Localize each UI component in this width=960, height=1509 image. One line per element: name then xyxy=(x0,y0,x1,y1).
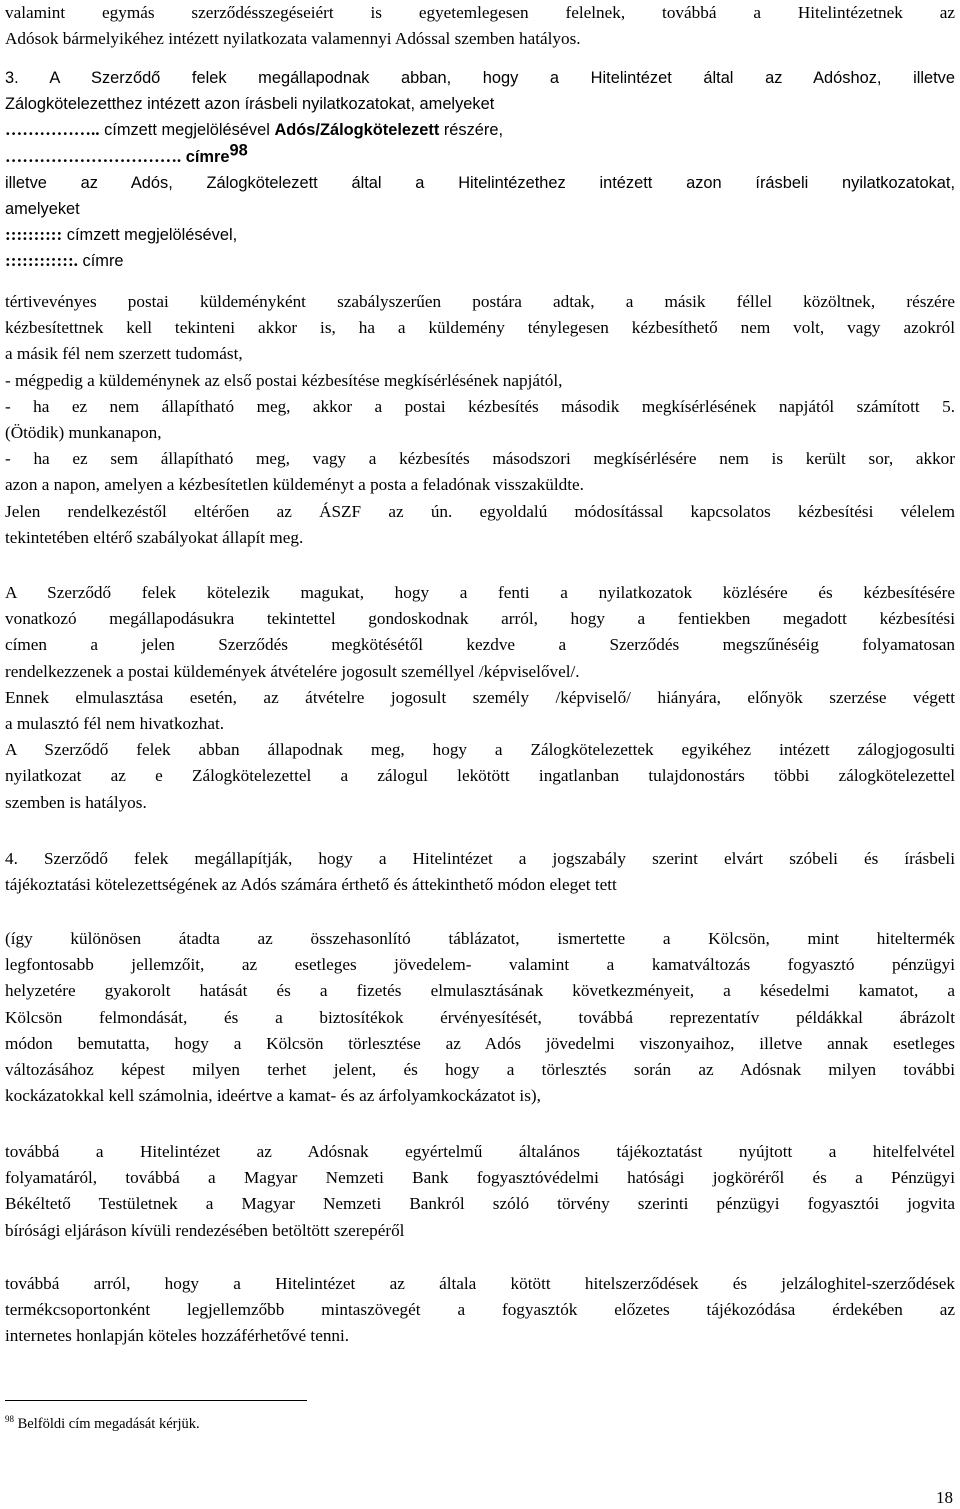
text-line: A Szerződő felek abban állapodnak meg, hogy a Zálogkötelezettek egyikéhez intézett zálogjogosulti xyxy=(5,740,955,760)
footnote-number: 98 xyxy=(5,1414,14,1425)
fill-in-colons: :::::::::: xyxy=(5,225,63,245)
bold-fragment: címre xyxy=(181,147,230,166)
text-line: helyzetére gyakorolt hatását és a fizetés elmulasztásának következményeit, a késedelmi kamatot, a xyxy=(5,981,955,1001)
fill-in-colons: ::::::::::::. xyxy=(5,251,78,271)
list-item: - mégpedig a küldeménynek az első postai kézbesítése megkísérlésének napjától, xyxy=(5,370,563,390)
fill-in-dots: …………………………. xyxy=(5,146,182,166)
text-fragment: címzett megjelölésével, xyxy=(62,226,238,245)
footnote-separator xyxy=(5,1400,307,1401)
addressee-line xyxy=(5,117,955,143)
section-4 xyxy=(5,846,955,898)
text-line: kockázatokkal kell számolnia, ideértve a kamat- és az árfolyamkockázatot is), xyxy=(5,1086,541,1106)
section-3 xyxy=(5,65,955,275)
footnote xyxy=(5,1414,200,1434)
text-line: internetes honlapján köteles hozzáférhetővé tenni. xyxy=(5,1326,350,1346)
text-line: Békéltető Testületnek a Magyar Nemzeti Bankról szóló törvény szerinti pénzügyi fogyasztói jogvita xyxy=(5,1194,955,1214)
text-line: a mulasztó fél nem hivatkozhat. xyxy=(5,714,225,734)
text-line: Kölcsön felmondását, és a biztosítékok érvényesítését, továbbá reprezentatív példákkal ábrázolt xyxy=(5,1007,955,1027)
text-line: szemben is hatályos. xyxy=(5,792,147,812)
text-line: illetve az Adós, Zálogkötelezett által a Hitelintézethez intézett azon írásbeli nyilatkozatokat, xyxy=(5,173,955,192)
text-fragment: címre xyxy=(77,252,124,271)
section-3-delivery-rules xyxy=(5,289,955,551)
section-3-heading-line: 3. A Szerződő felek megállapodnak abban, hogy a Hitelintézet által az Adóshoz, illetve xyxy=(5,69,955,87)
text-line: bírósági eljáráson kívüli rendezésében betöltött szerepéről xyxy=(5,1220,405,1240)
disclosure-details-paragraph xyxy=(5,926,955,1109)
fill-in-dots: …………….. xyxy=(5,120,100,140)
intro-paragraph xyxy=(5,0,955,52)
text-line: a másik fél nem szerzett tudomást, xyxy=(5,344,243,364)
text-line: címen a jelen Szerződés megkötésétől kezdve a Szerződés megszűnéséig folyamatosan xyxy=(5,635,955,655)
text-line: tértivevényes postai küldeményként szabályszerűen postára adtak, a másik féllel közöltnek, részére xyxy=(5,292,955,311)
text-line: valamint egymás szerződésszegéseiért is egyetemlegesen felelnek, továbbá a Hitelintézetnek az xyxy=(5,3,955,22)
text-line: A Szerződő felek kötelezik magukat, hogy a fenti a nyilatkozatok közlésére és kézbesítésére xyxy=(5,583,955,602)
text-line: nyilatkozat az e Zálogkötelezettel a zálogul lekötött ingatlanban tulajdonostárs többi zálogkötelezettel xyxy=(5,766,955,786)
address-line xyxy=(5,140,955,170)
text-line: Zálogkötelezetthez intézett azon írásbeli nyilatkozatokat, amelyeket xyxy=(5,95,495,114)
text-line: továbbá arról, hogy a Hitelintézet az általa kötött hitelszerződések és jelzáloghitel-szerződések xyxy=(5,1274,955,1293)
text-line: (így különösen átadta az összehasonlító táblázatot, ismertette a Kölcsön, mint hiteltermék xyxy=(5,929,955,948)
text-line: vonatkozó megállapodásukra tekintettel gondoskodnak arról, hogy a fentiekben megadott kézbesítési xyxy=(5,609,955,629)
text-line: tájékoztatási kötelezettségének az Adós számára érthető és áttekinthető módon eleget tett xyxy=(5,875,617,895)
text-line: azon a napon, amelyen a kézbesítetlen küldeményt a posta a feladónak visszaküldte. xyxy=(5,475,584,495)
sample-contracts-paragraph xyxy=(5,1271,955,1350)
text-line: legfontosabb jellemzőit, az esetleges jövedelem- valamint a kamatváltozás fogyasztó pénzügyi xyxy=(5,955,955,975)
footnote-text: Belföldi cím megadását kérjük. xyxy=(14,1416,200,1432)
text-line: rendelkezzenek a postai küldemények átvételére jogosult személlyel /képviselővel/. xyxy=(5,661,580,681)
text-line: kézbesítettnek kell tekinteni akkor is, ha a küldemény ténylegesen kézbesíthető nem volt, vagy azokról xyxy=(5,318,955,338)
text-line: termékcsoportonként legjellemzőbb mintaszövegét a fogyasztók előzetes tájékozódása érdekében az xyxy=(5,1300,955,1320)
section-4-heading-line: 4. Szerződő felek megállapítják, hogy a Hitelintézet a jogszabály szerint elvárt szóbeli és írásbeli xyxy=(5,849,955,868)
obligations-paragraph xyxy=(5,580,955,816)
general-information-paragraph xyxy=(5,1139,955,1244)
text-line: folyamatáról, továbbá a Magyar Nemzeti Bank fogyasztóvédelmi hatósági jogköréről és a Pénzügyi xyxy=(5,1168,955,1188)
text-line: Ennek elmulasztása esetén, az átvételre jogosult személy /képviselő/ hiányára, előnyök szerzése végett xyxy=(5,687,955,707)
text-line: (Ötödik) munkanapon, xyxy=(5,423,162,443)
address-line xyxy=(5,248,955,274)
list-item: - ha ez sem állapítható meg, vagy a kézbesítés másodszori megkísérlésére nem is került sor, akkor xyxy=(5,449,955,469)
text-fragment: címzett megjelölésével xyxy=(99,121,275,140)
text-line: módon bemutatta, hogy a Kölcsön törlesztése az Adós jövedelmi viszonyaihoz, illetve annak esetleges xyxy=(5,1033,955,1053)
bold-fragment: Adós/Zálogkötelezett xyxy=(274,121,440,140)
text-line: tekintetében eltérő szabályokat állapít meg. xyxy=(5,527,304,547)
text-fragment: részére, xyxy=(439,121,504,140)
footnote-ref: 98 xyxy=(229,140,248,159)
text-line: Adósok bármelyikéhez intézett nyilatkozata valamennyi Adóssal szemben hatályos. xyxy=(5,29,581,49)
list-item: - ha ez nem állapítható meg, akkor a postai kézbesítés második megkísérlésének napjától számított 5. xyxy=(5,396,955,416)
page-number: 18 xyxy=(936,1488,953,1507)
addressee-line xyxy=(5,222,955,248)
text-line: Jelen rendelkezéstől eltérően az ÁSZF az ún. egyoldalú módosítással kapcsolatos kézbesítési vélelem xyxy=(5,501,955,521)
text-line: változásához képest milyen terhet jelent, és hogy a törlesztés során az Adósnak milyen további xyxy=(5,1060,955,1080)
text-line: továbbá a Hitelintézet az Adósnak egyértelmű általános tájékoztatást nyújtott a hitelfelvétel xyxy=(5,1142,955,1161)
text-line: amelyeket xyxy=(5,200,80,219)
